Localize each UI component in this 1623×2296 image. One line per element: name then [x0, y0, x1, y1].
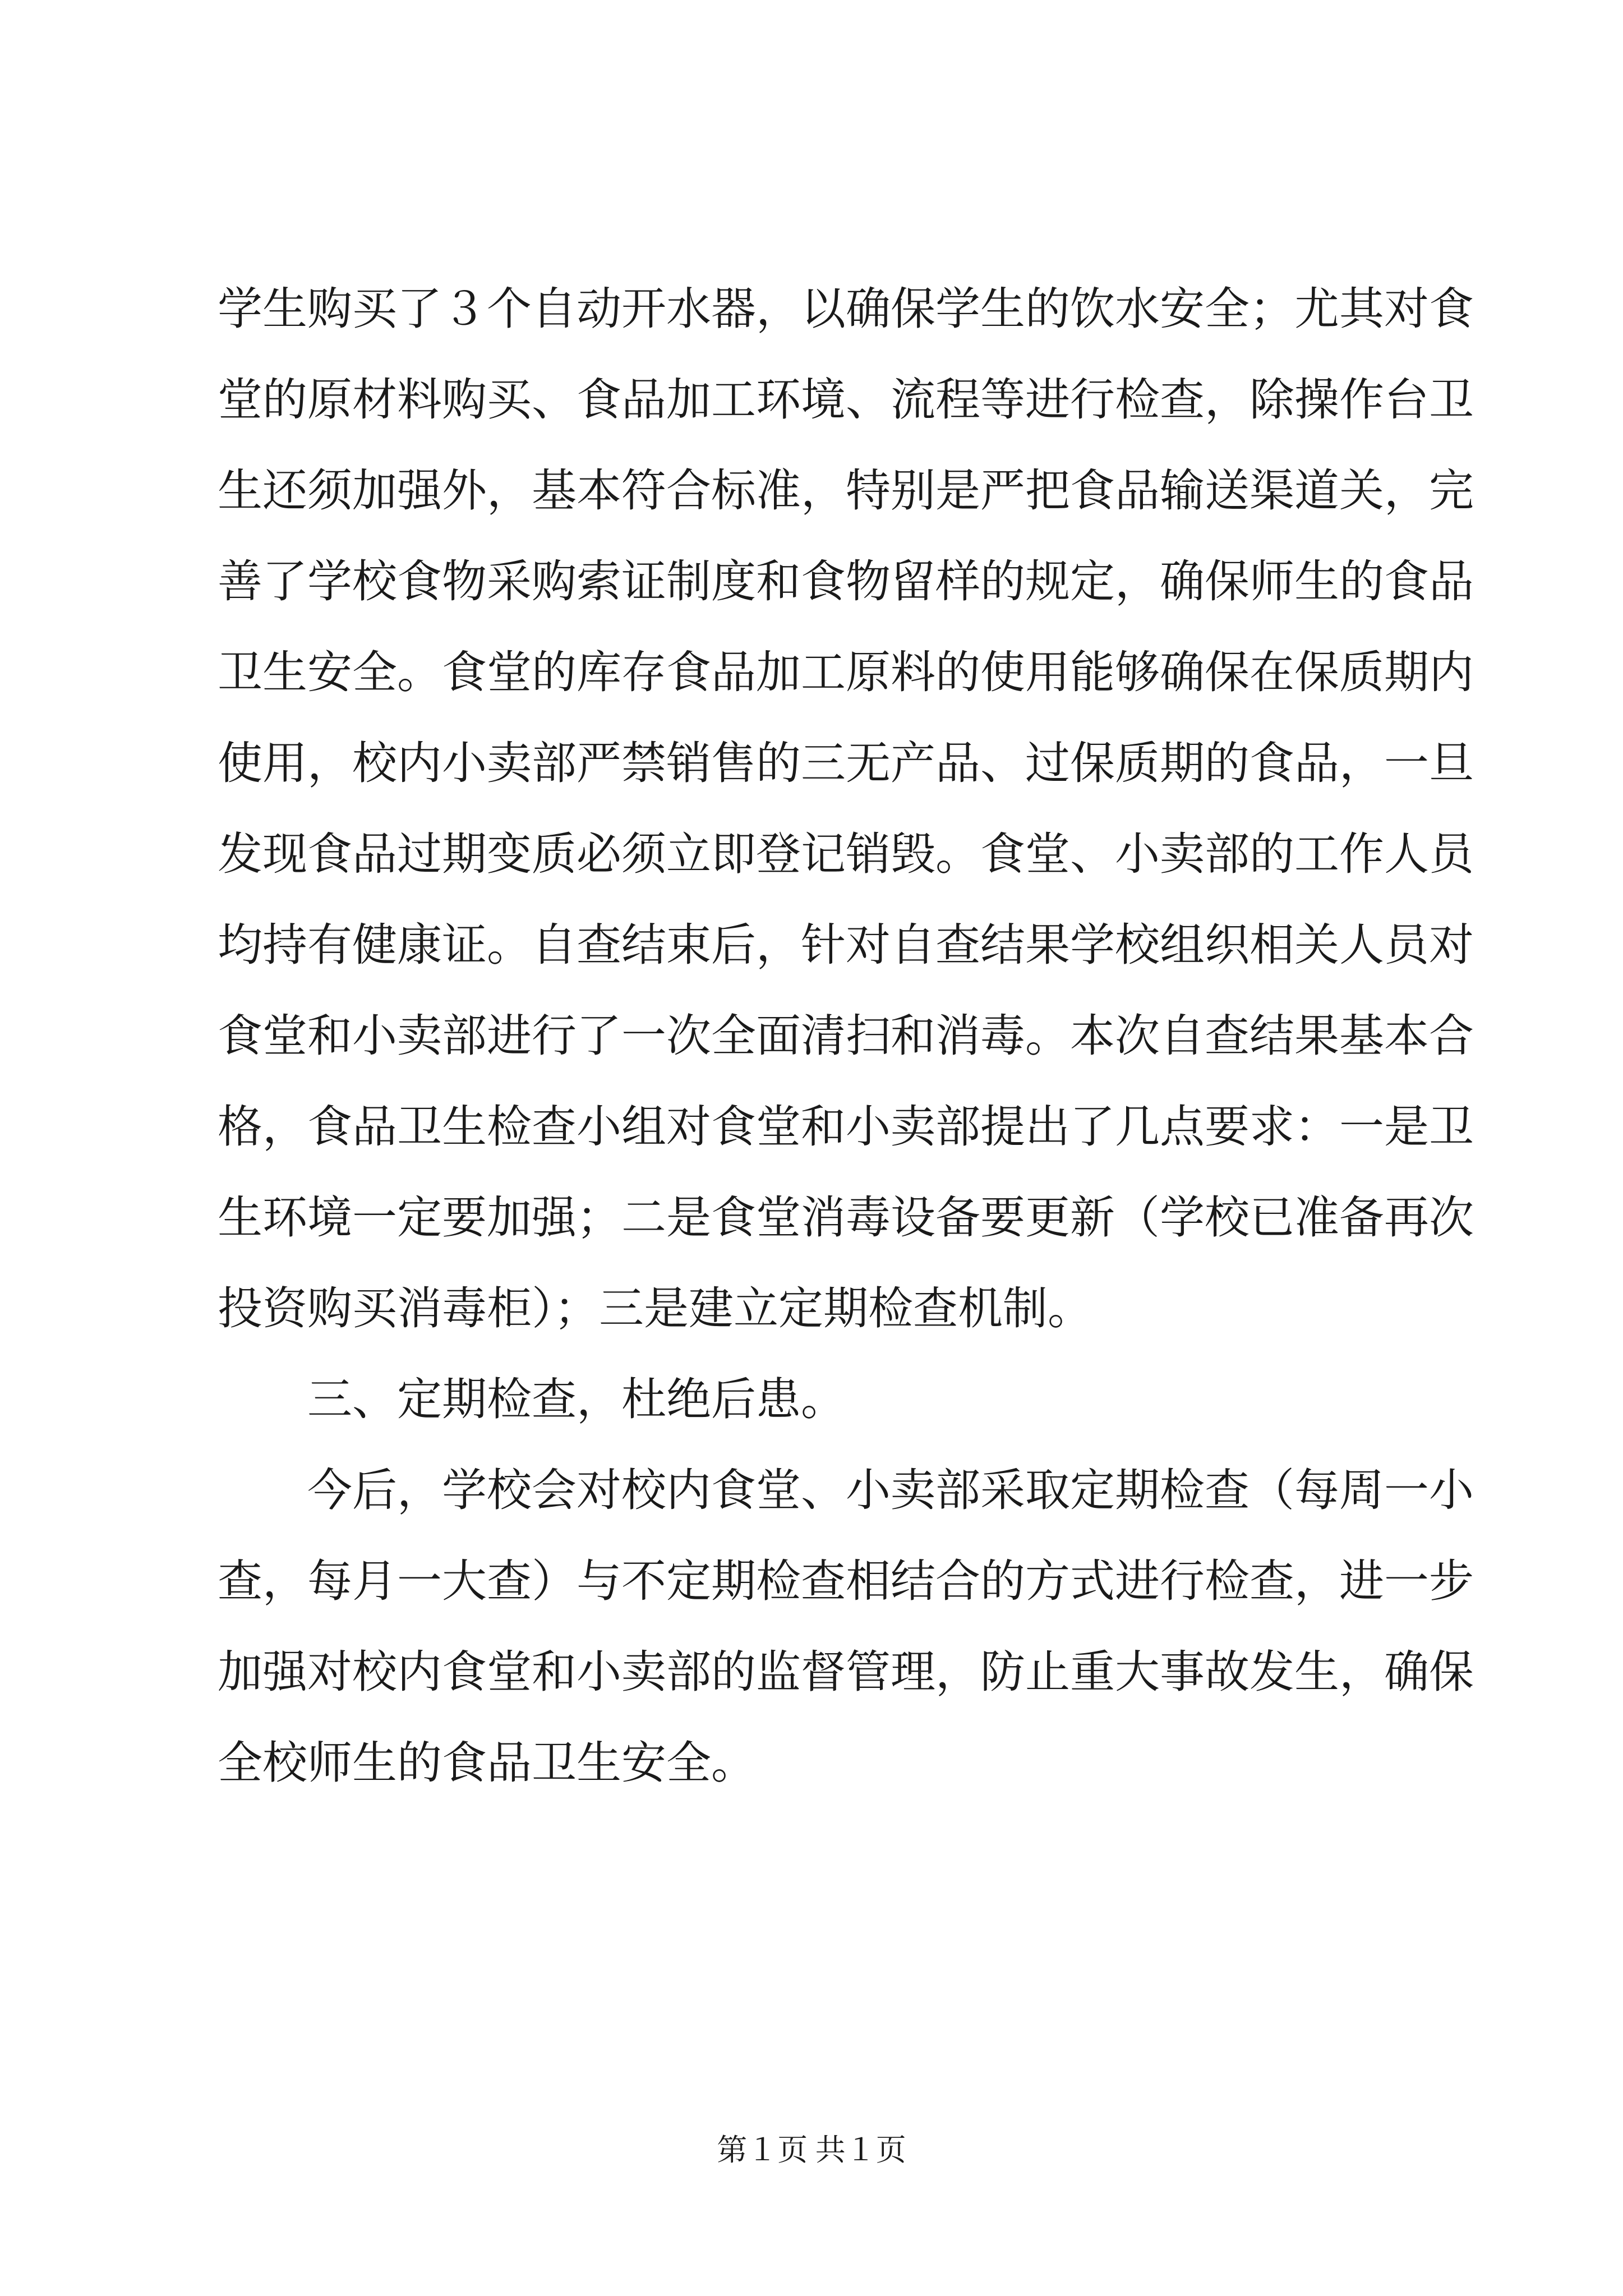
- text-line: 今后，学校会对校内食堂、小卖部采取定期检查（每周一小: [307, 1464, 1474, 1516]
- text-line: 堂的原材料购买、食品加工环境、流程等进行检查，除操作台卫: [218, 374, 1474, 426]
- text-line: 卫生安全。食堂的库存食品加工原料的使用能够确保在保质期内: [218, 646, 1474, 698]
- text-line: 食堂和小卖部进行了一次全面清扫和消毒。本次自查结果基本合: [218, 1010, 1474, 1062]
- text-line: 生环境一定要加强；二是食堂消毒设备要更新（学校已准备再次: [218, 1191, 1474, 1244]
- section-heading: [218, 1354, 1418, 1445]
- document-body: [218, 264, 1474, 1809]
- text-line: 善了学校食物采购索证制度和食物留样的规定，确保师生的食品: [218, 555, 1474, 608]
- paragraph-self-inspection: [218, 264, 1474, 1354]
- paragraph-regular-checks: [218, 1445, 1474, 1809]
- text-line: 查，每月一大查）与不定期检查相结合的方式进行检查，进一步: [218, 1555, 1474, 1607]
- text-line: 发现食品过期变质必须立即登记销毁。食堂、小卖部的工作人员: [218, 828, 1474, 880]
- text-line: 格，食品卫生检查小组对食堂和小卖部提出了几点要求：一是卫: [218, 1101, 1474, 1153]
- text-line: 投资购买消毒柜）；三是建立定期检查机制。: [218, 1282, 1092, 1335]
- text-line: 均持有健康证。自查结束后，针对自查结果学校组织相关人员对: [218, 919, 1474, 971]
- text-line: 生还须加强外，基本符合标准，特别是严把食品输送渠道关，完: [218, 464, 1474, 517]
- heading-line: 三、定期检查，杜绝后患。: [307, 1373, 846, 1425]
- text-line: 使用，校内小卖部严禁销售的三无产品、过保质期的食品，一旦: [218, 737, 1474, 789]
- text-line: 全校师生的食品卫生安全。: [218, 1737, 756, 1789]
- page-number-footer: 第１页 共１页: [717, 2133, 906, 2167]
- text-line: 学生购买了３个自动开水器，以确保学生的饮水安全；尤其对食: [218, 283, 1474, 335]
- text-line: 加强对校内食堂和小卖部的监督管理，防止重大事故发生，确保: [218, 1646, 1474, 1698]
